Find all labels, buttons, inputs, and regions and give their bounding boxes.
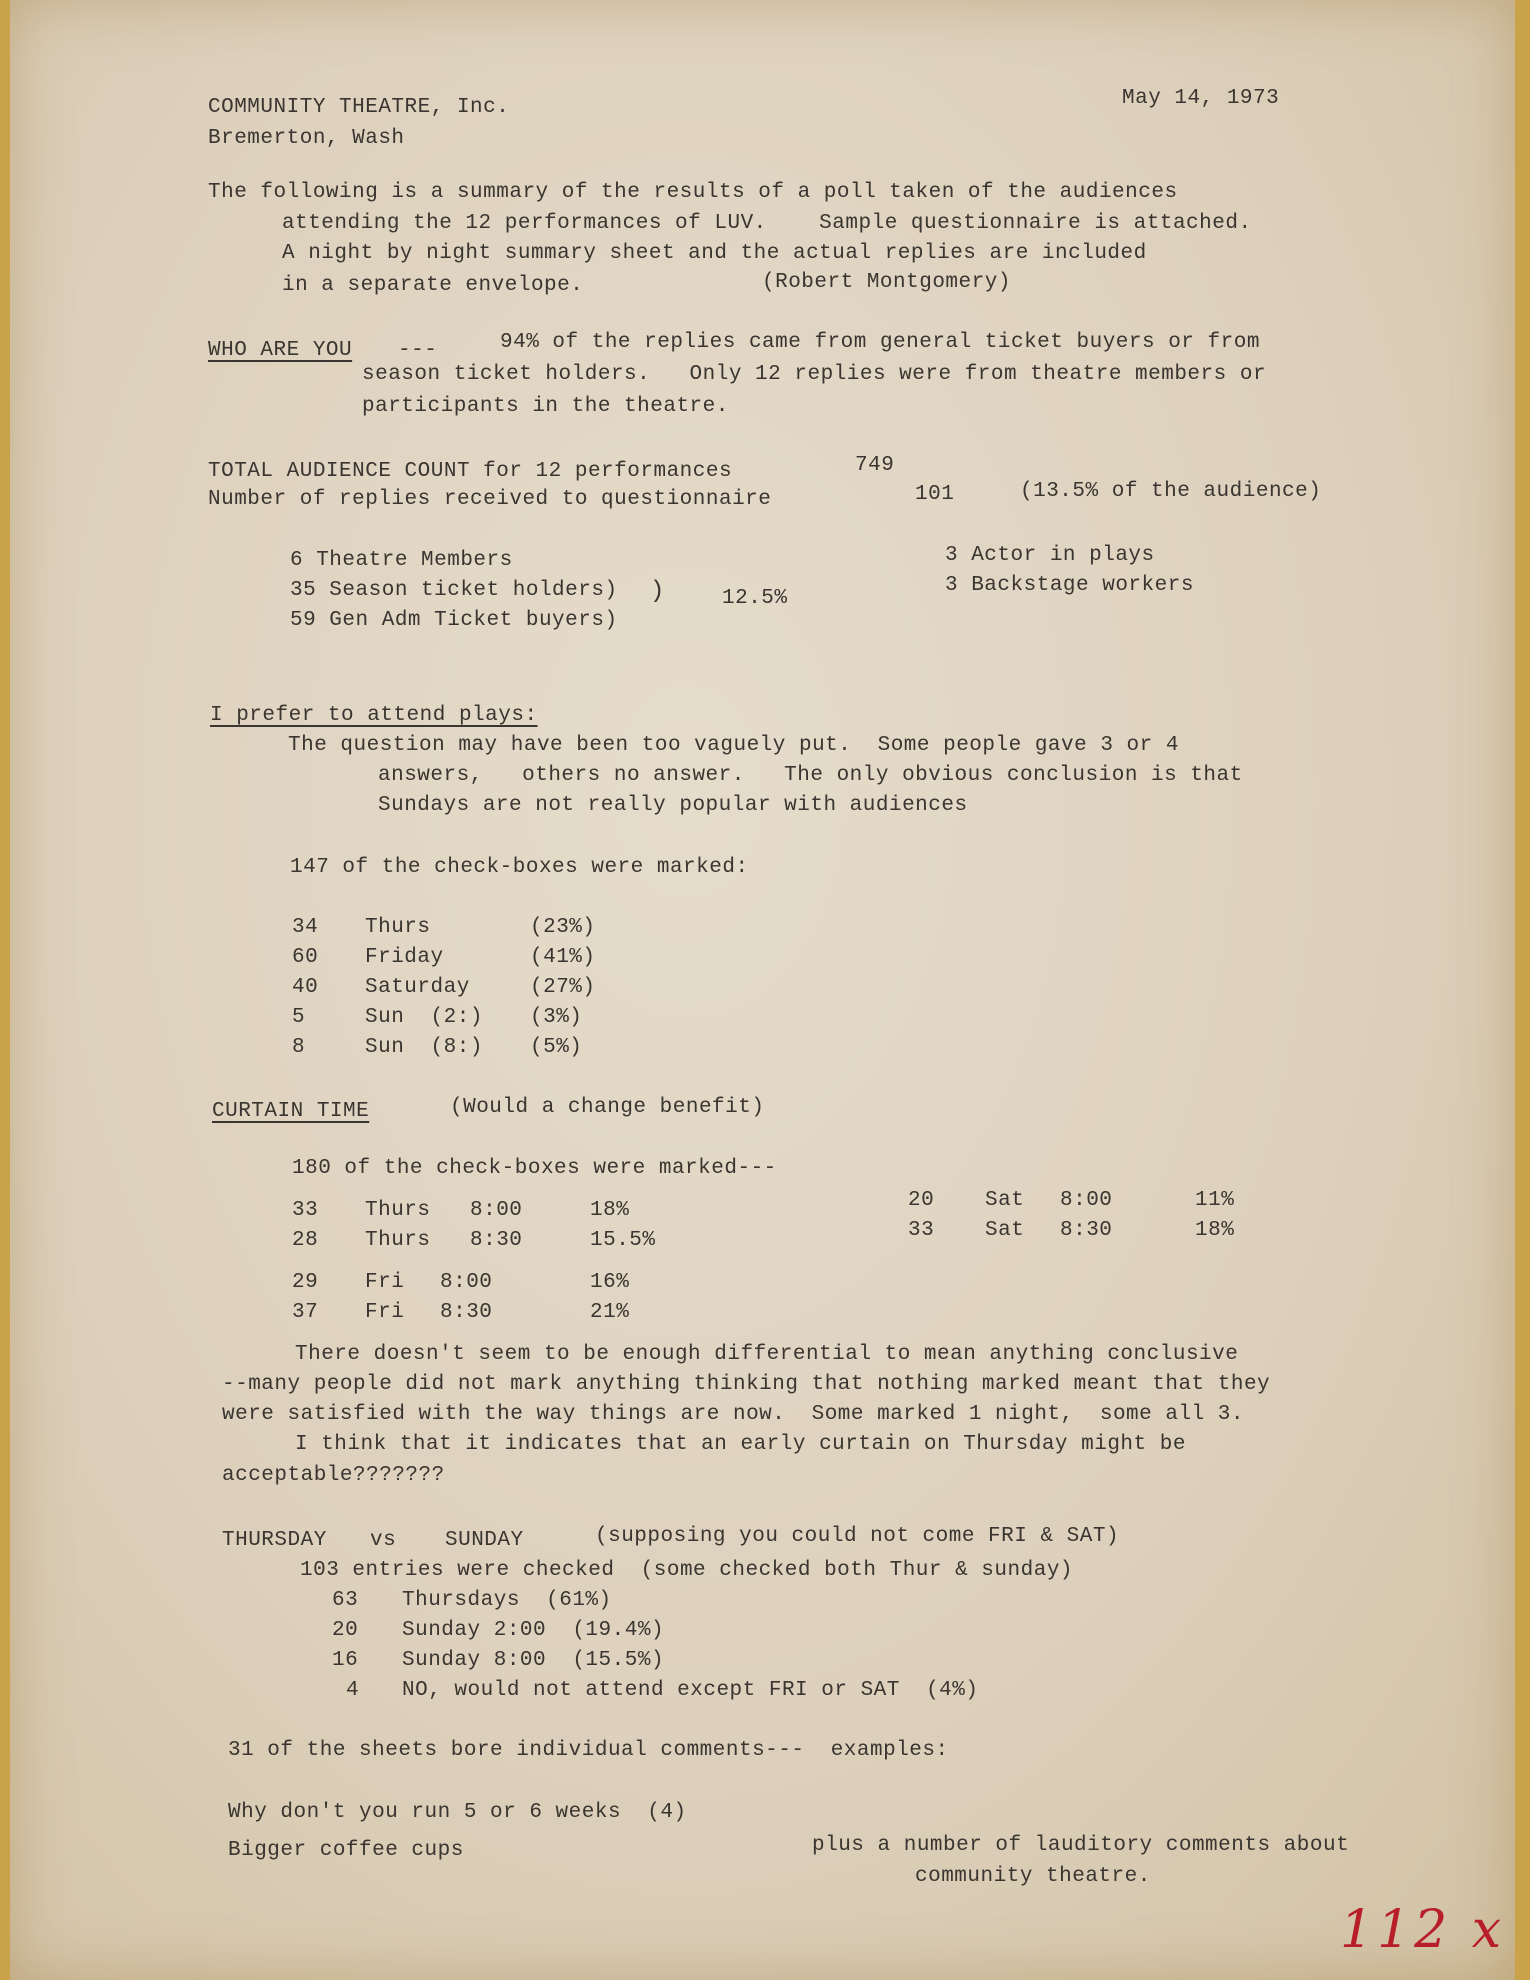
prefer-line-2: answers, others no answer. The only obvious conclusion is that [378, 764, 1243, 787]
thursday-row-label: Sunday 8:00 (15.5%) [402, 1649, 665, 1672]
curtain-row-time: 8:00 [440, 1271, 493, 1294]
intro-line-3: A night by night summary sheet and the actual replies are included [282, 242, 1147, 265]
replies-label: Number of replies received to questionnaire [208, 488, 772, 511]
who-dashes: --- [398, 339, 438, 362]
curtain-heading: CURTAIN TIME [212, 1100, 370, 1123]
curtain-row-count: 33 [908, 1219, 935, 1242]
prefer-row-day: Saturday [365, 976, 470, 999]
handwritten-page-number: 112 x [1340, 1900, 1506, 1960]
curtain-note-4: I think that it indicates that an early curtain on Thursday might be [295, 1433, 1186, 1456]
comment-run-weeks: Why don't you run 5 or 6 weeks (4) [228, 1801, 687, 1824]
org-name: COMMUNITY THEATRE, Inc. [208, 96, 510, 119]
document-date: May 14, 1973 [1122, 87, 1280, 110]
total-count-value: 749 [855, 454, 895, 477]
curtain-row-day: Thurs [365, 1229, 431, 1252]
sunday-heading: SUNDAY [445, 1529, 524, 1552]
prefer-row-day: Friday [365, 946, 444, 969]
intro-line-4: in a separate envelope. [282, 274, 584, 297]
curtain-row-day: Fri [365, 1271, 405, 1294]
prefer-row-percent: (23%) [530, 916, 596, 939]
curtain-row-percent: 18% [590, 1199, 630, 1222]
curtain-row-percent: 11% [1195, 1189, 1235, 1212]
curtain-row-day: Sat [985, 1189, 1025, 1212]
prefer-marked: 147 of the check-boxes were marked: [290, 856, 749, 879]
thursday-row-count: 4 [346, 1679, 360, 1702]
curtain-row-day: Fri [365, 1301, 405, 1324]
curtain-subheading: (Would a change benefit) [450, 1096, 765, 1119]
thursday-row-label: Thursdays (61%) [402, 1589, 612, 1612]
comments-intro: 31 of the sheets bore individual comments--- examples: [228, 1739, 949, 1762]
breakdown-backstage: 3 Backstage workers [945, 574, 1194, 597]
curtain-row-count: 28 [292, 1229, 319, 1252]
prefer-row-percent: (27%) [530, 976, 596, 999]
prefer-row-count: 5 [292, 1006, 306, 1029]
thursday-vs: vs [370, 1529, 397, 1552]
curtain-note-3: were satisfied with the way things are now. Some marked 1 night, some all 3. [222, 1403, 1244, 1426]
curtain-row-count: 37 [292, 1301, 319, 1324]
breakdown-actors: 3 Actor in plays [945, 544, 1155, 567]
intro-line-2: attending the 12 performances of LUV. Sample questionnaire is attached. [282, 212, 1252, 235]
who-heading: WHO ARE YOU [208, 339, 353, 362]
prefer-line-3: Sundays are not really popular with audiences [378, 794, 968, 817]
prefer-row-percent: (3%) [530, 1006, 583, 1029]
thursday-row-count: 63 [332, 1589, 359, 1612]
breakdown-gen-adm: 59 Gen Adm Ticket buyers) [290, 609, 618, 632]
curtain-row-time: 8:30 [1060, 1219, 1113, 1242]
prefer-heading: I prefer to attend plays: [210, 704, 538, 727]
prefer-row-count: 34 [292, 916, 319, 939]
document-page [10, 0, 1515, 1980]
curtain-row-day: Sat [985, 1219, 1025, 1242]
replies-percent: (13.5% of the audience) [1020, 480, 1322, 503]
curtain-note-5: acceptable??????? [222, 1464, 445, 1487]
total-count-label: TOTAL AUDIENCE COUNT for 12 performances [208, 460, 733, 483]
comments-plus-line-1: plus a number of lauditory comments about [812, 1834, 1350, 1857]
curtain-row-count: 33 [292, 1199, 319, 1222]
prefer-row-count: 40 [292, 976, 319, 999]
prefer-line-1: The question may have been too vaguely put. Some people gave 3 or 4 [288, 734, 1179, 757]
curtain-note-1: There doesn't seem to be enough differential to mean anything conclusive [295, 1343, 1239, 1366]
curtain-row-time: 8:30 [470, 1229, 523, 1252]
curtain-row-count: 20 [908, 1189, 935, 1212]
thursday-row-count: 16 [332, 1649, 359, 1672]
breakdown-percent: 12.5% [722, 587, 788, 610]
curtain-row-time: 8:30 [440, 1301, 493, 1324]
curtain-row-count: 29 [292, 1271, 319, 1294]
prefer-row-day: Thurs [365, 916, 431, 939]
who-line-1: 94% of the replies came from general ticket buyers or from [500, 331, 1260, 354]
breakdown-bracket: ) [650, 578, 665, 605]
replies-value: 101 [915, 483, 955, 506]
who-line-3: participants in the theatre. [362, 395, 729, 418]
prefer-row-count: 8 [292, 1036, 306, 1059]
prefer-row-count: 60 [292, 946, 319, 969]
who-line-2: season ticket holders. Only 12 replies were from theatre members or [362, 363, 1267, 386]
comment-coffee-cups: Bigger coffee cups [228, 1839, 464, 1862]
intro-line-1: The following is a summary of the results of a poll taken of the audiences [208, 181, 1178, 204]
thursday-heading: THURSDAY [222, 1529, 327, 1552]
thursday-row-count: 20 [332, 1619, 359, 1642]
breakdown-theatre-members: 6 Theatre Members [290, 549, 513, 572]
thursday-row-label: Sunday 2:00 (19.4%) [402, 1619, 665, 1642]
curtain-row-time: 8:00 [1060, 1189, 1113, 1212]
prefer-row-percent: (41%) [530, 946, 596, 969]
thursday-entries: 103 entries were checked (some checked both Thur & sunday) [300, 1559, 1074, 1582]
thursday-subheading: (supposing you could not come FRI & SAT) [595, 1525, 1120, 1548]
breakdown-season-holders: 35 Season ticket holders) [290, 579, 618, 602]
curtain-note-2: --many people did not mark anything thinking that nothing marked meant that they [222, 1373, 1271, 1396]
curtain-row-percent: 15.5% [590, 1229, 656, 1252]
thursday-row-label: NO, would not attend except FRI or SAT (4%) [402, 1679, 979, 1702]
curtain-row-percent: 21% [590, 1301, 630, 1324]
curtain-row-percent: 16% [590, 1271, 630, 1294]
curtain-marked: 180 of the check-boxes were marked--- [292, 1157, 777, 1180]
org-city: Bremerton, Wash [208, 127, 405, 150]
prefer-row-day: Sun (2:) [365, 1006, 483, 1029]
prefer-row-day: Sun (8:) [365, 1036, 483, 1059]
comments-plus-line-2: community theatre. [915, 1865, 1151, 1888]
curtain-row-time: 8:00 [470, 1199, 523, 1222]
intro-author: (Robert Montgomery) [762, 271, 1011, 294]
curtain-row-day: Thurs [365, 1199, 431, 1222]
prefer-row-percent: (5%) [530, 1036, 583, 1059]
curtain-row-percent: 18% [1195, 1219, 1235, 1242]
